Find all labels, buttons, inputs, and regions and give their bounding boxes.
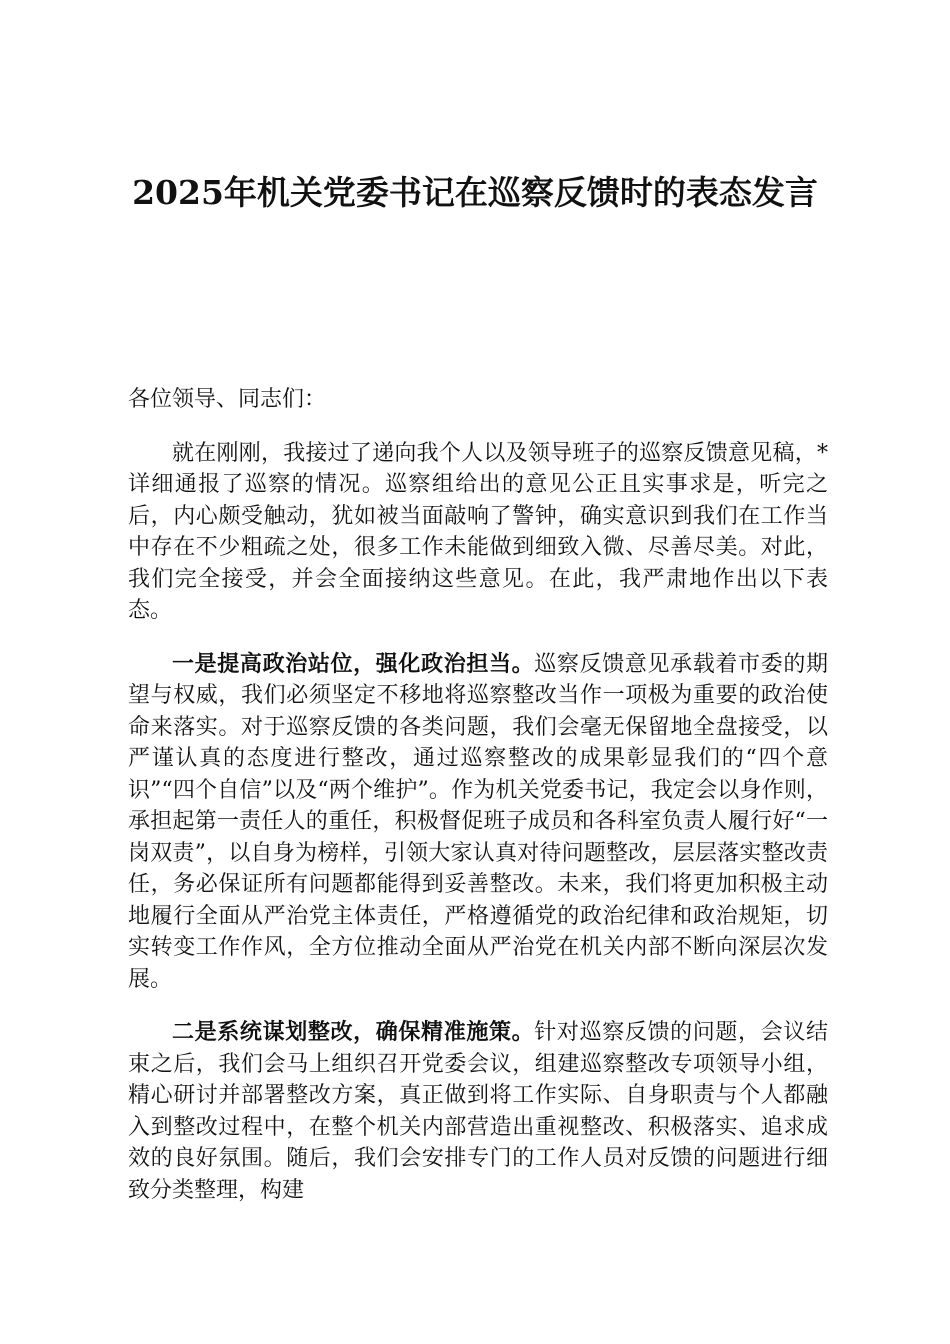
- salutation: 各位领导、同志们：: [128, 387, 327, 412]
- paragraph-text: 针对巡察反馈的问题，会议结束之后，我们会马上组织召开党委会议，组建巡察整改专项领导小组，精心研讨并部署整改方案，真正做到将工作实际、自身职责与个人都融入到整改过程中，在整个机关内部营造出重视整改、积极落实、追求成效的良好氛围。随后，我们会安排专门的工作人员对反馈的问题进行细致分类整理，构建: [128, 1020, 828, 1203]
- paragraph-lead: 二是系统谋划整改，确保精准施策。: [172, 1019, 535, 1045]
- document-title: 2025年机关党委书记在巡察反馈时的表态发言: [132, 173, 818, 212]
- paragraph-lead: 一是提高政治站位，强化政治担当。: [172, 650, 535, 677]
- paragraph-text: 就在刚刚，我接过了递向我个人以及领导班子的巡察反馈意见稿，*详细通报了巡察的情况。巡察组给出的意见公正且实事求是，听完之后，内心颇受触动，犹如被当面敲响了警钟，确实意识到我们在工作当中存在不少粗疏之处，很多工作未能做到细致入微、尽善尽美。对此，我们完全接受，并会全面接纳这些意见。在此，我严肃地作出以下表态。: [128, 440, 828, 623]
- body-paragraph-1: [128, 438, 828, 627]
- body-paragraph-3: [128, 1017, 828, 1206]
- document-body: [128, 384, 828, 1228]
- paragraph-text: 巡察反馈意见承载着市委的期望与权威，我们必须坚定不移地将巡察整改当作一项极为重要的政治使命来落实。对于巡察反馈的各类问题，我们会毫无保留地全盘接受，以严谨认真的态度进行整改，通过巡察整改的成果彰显我们的“四个意识”“四个自信”以及“两个维护”。作为机关党委书记，我定会以身作则，承担起第一责任人的重任，积极督促班子成员和各科室负责人履行好“一岗双责”，以自身为榜样，引领大家认真对待问题整改，层层落实整改责任，务必保证所有问题都能得到妥善整改。未来，我们将更加积极主动地履行全面从严治党主体责任，严格遵循党的政治纪律和政治规矩，切实转变工作作风，全方位推动全面从严治党在机关内部不断向深层次发展。: [128, 651, 828, 992]
- body-paragraph-2: [128, 649, 828, 996]
